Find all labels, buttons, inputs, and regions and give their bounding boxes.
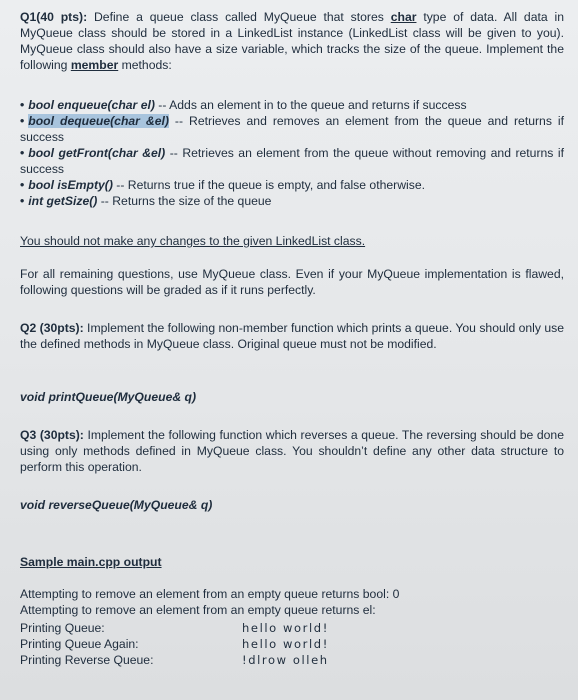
linkedlist-note: You should not make any changes to the given LinkedList class. xyxy=(20,234,366,248)
method-signature: bool isEmpty() xyxy=(28,178,113,192)
method-description: -- Returns the size of the queue xyxy=(97,194,272,208)
q1-intro xyxy=(20,9,564,73)
q3-signature: void reverseQueue(MyQueue& q) xyxy=(20,498,213,512)
output-line xyxy=(20,620,560,636)
method-signature-highlighted: bool dequeue(char &el) xyxy=(28,114,169,128)
q1-method-list xyxy=(20,97,564,209)
method-description: -- Returns true if the queue is empty, and false otherwise. xyxy=(112,178,425,192)
method-signature: bool getFront(char &el) xyxy=(28,146,166,160)
method-signature: bool enqueue(char el) xyxy=(28,98,155,112)
q3-text xyxy=(20,427,564,475)
q3-body: Implement the following function which reverses a queue. The reversing should be done using only methods defined in MyQueue class. You shouldn’t define any other data structure to perform this operation. xyxy=(20,428,564,474)
method-item-getfront xyxy=(20,145,564,177)
q2-text xyxy=(20,320,564,352)
bullet-icon: • xyxy=(20,178,25,192)
output-value: hello world! xyxy=(242,621,329,635)
output-label: Attempting to remove an element from an empty queue returns el: xyxy=(20,603,376,617)
bullet-icon: • xyxy=(20,146,25,160)
q3-title: Q3 (30pts): xyxy=(20,428,84,442)
output-value: !dlrow olleh xyxy=(242,653,329,667)
q2-signature: void printQueue(MyQueue& q) xyxy=(20,390,197,404)
remaining-questions-note: For all remaining questions, use MyQueue class. Even if your MyQueue implementation is flawed, following questions will be graded as if it runs perfectly. xyxy=(20,267,564,297)
q1-char-keyword: char xyxy=(390,10,417,24)
q2-body: Implement the following non-member function which prints a queue. You should only use the defined methods in MyQueue class. Original queue must not be modified. xyxy=(20,321,565,351)
bullet-icon: • xyxy=(20,114,25,128)
output-line xyxy=(20,586,560,602)
method-description: -- Adds an element in to the queue and returns if success xyxy=(154,98,467,112)
method-description: -- Retrieves an element from the queue without removing and returns if success xyxy=(20,146,564,176)
method-signature: int getSize() xyxy=(28,194,98,208)
output-label: Attempting to remove an element from an empty queue returns bool: 0 xyxy=(20,587,400,601)
output-value: hello world! xyxy=(242,637,329,651)
method-description: -- Retrieves and removes an element from the queue and returns if success xyxy=(20,114,564,144)
q1-title: Q1(40 pts): xyxy=(20,10,88,24)
method-item-enqueue xyxy=(20,97,564,113)
q1-intro-text-c: methods: xyxy=(118,58,172,72)
output-line xyxy=(20,602,560,618)
output-label: Printing Queue: xyxy=(20,621,105,635)
q1-intro-text-a: Define a queue class called MyQueue that stores xyxy=(87,10,391,24)
method-item-isempty xyxy=(20,177,564,193)
q1-intro-text-b: type of data. All data in MyQueue class should be stored in a LinkedList instance (LinkedList class will be given to you). MyQueue class should also have a size variable, which tracks the size of the queue. Implement the following xyxy=(20,10,564,72)
q1-member-keyword: member xyxy=(70,58,119,72)
output-label: Printing Queue Again: xyxy=(20,637,139,651)
output-line xyxy=(20,636,560,652)
output-line xyxy=(20,652,560,668)
bullet-icon: • xyxy=(20,98,25,112)
method-item-getsize xyxy=(20,193,564,209)
q2-title: Q2 (30pts): xyxy=(20,321,84,335)
sample-output-heading: Sample main.cpp output xyxy=(20,555,162,569)
method-item-dequeue xyxy=(20,113,564,145)
output-label: Printing Reverse Queue: xyxy=(20,653,154,667)
bullet-icon: • xyxy=(20,194,25,208)
